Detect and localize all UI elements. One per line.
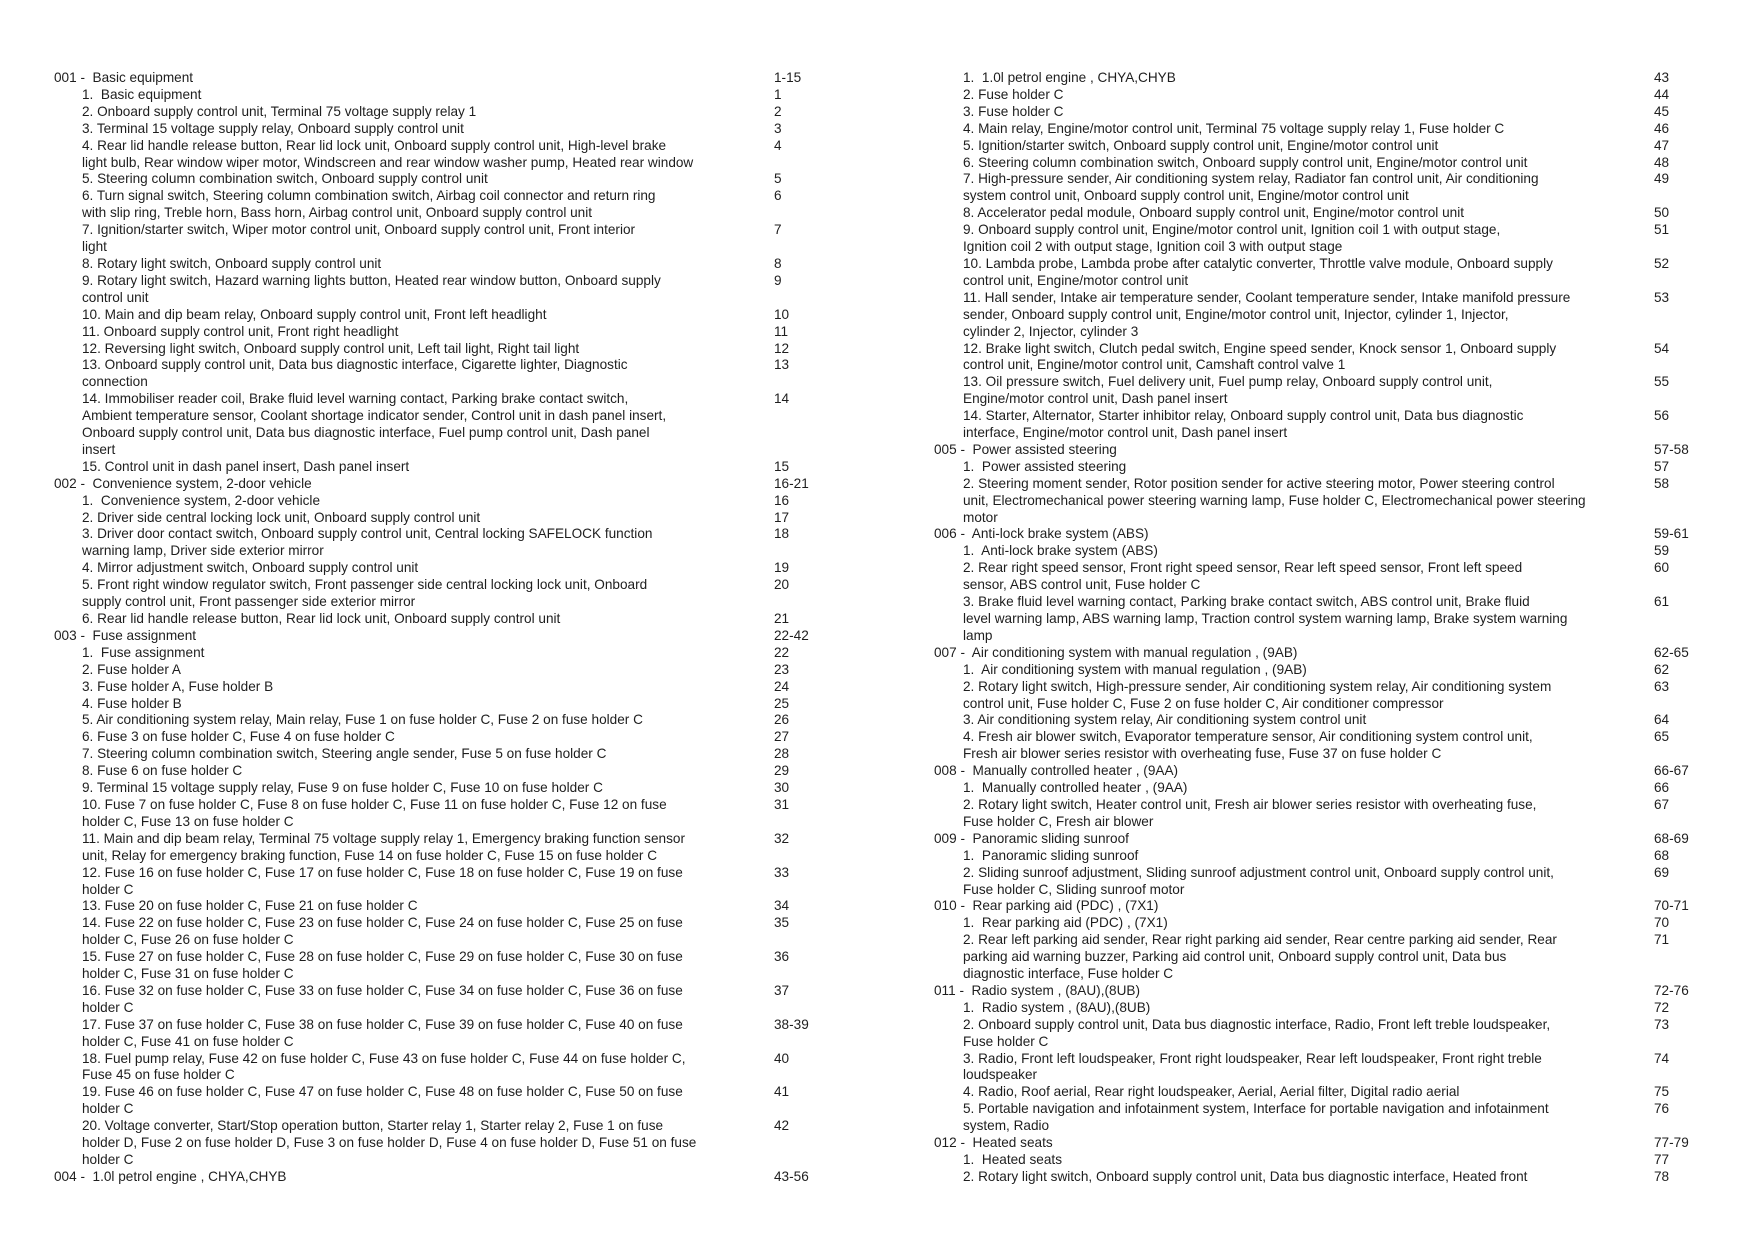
toc-entry[interactable]	[880, 374, 1754, 408]
toc-entry[interactable]	[880, 70, 1754, 87]
page-number: 71	[1654, 932, 1670, 948]
toc-entry[interactable]	[880, 729, 1754, 763]
page-number: 51	[1654, 222, 1670, 238]
entry-title: 1. Fuse assignment	[82, 644, 205, 660]
page-number: 62-65	[1654, 644, 1689, 660]
toc-entry[interactable]	[0, 256, 860, 273]
page-number: 12	[774, 340, 790, 356]
entry-title: 4. Mirror adjustment switch, Onboard supply control unit	[82, 560, 419, 576]
entry-title: 2. Onboard supply control unit, Data bus diagnostic interface, Radio, Front left treble loudspeaker, Fuse holder C	[963, 1016, 1551, 1049]
toc-entry[interactable]	[0, 121, 860, 138]
page-number: 59	[1654, 543, 1670, 559]
entry-title: 1. Panoramic sliding sunroof	[963, 847, 1139, 863]
entry-title: 7. Steering column combination switch, Steering angle sender, Fuse 5 on fuse holder C	[82, 746, 607, 762]
toc-entry[interactable]	[880, 138, 1754, 155]
toc-entry[interactable]	[880, 712, 1754, 729]
page-number: 53	[1654, 289, 1670, 305]
toc-entry[interactable]	[0, 87, 860, 104]
page-number: 48	[1654, 154, 1670, 170]
toc-entry[interactable]	[880, 1169, 1754, 1184]
entry-title: 3. Driver door contact switch, Onboard supply control unit, Central locking SAFELOCK function warning lamp, Driver side exterior mirror	[82, 526, 653, 559]
entry-title: 2. Steering moment sender, Rotor position sender for active steering motor, Power steering control unit, Electromechanical power steering warning lamp, Fuse holder C, Electromechanical power steering motor	[963, 475, 1586, 525]
toc-entry[interactable]	[880, 1152, 1754, 1169]
toc-entry[interactable]	[0, 679, 860, 696]
page-number: 31	[774, 796, 790, 812]
page-number: 1	[774, 86, 782, 102]
page-number: 33	[774, 864, 790, 880]
toc-entry[interactable]	[0, 831, 860, 865]
toc-entry[interactable]	[0, 459, 860, 476]
entry-title: 15. Control unit in dash panel insert, Dash panel insert	[82, 458, 410, 474]
entry-title: 14. Immobiliser reader coil, Brake fluid level warning contact, Parking brake contact switch, Ambient temperature sensor, Coolant shortage indicator sender, Control unit in dash panel insert, Onboard supply control unit, Data bus diagnostic interface, Fuel pump control unit, Dash panel insert	[82, 391, 667, 457]
entry-title: 4. Main relay, Engine/motor control unit, Terminal 75 voltage supply relay 1, Fuse holder C	[963, 120, 1505, 136]
entry-title: 4. Fresh air blower switch, Evaporator temperature sensor, Air conditioning system control unit, Fresh air blower series resistor with overheating fuse, Fuse 37 on fuse holder C	[963, 729, 1533, 762]
entry-title: 14. Fuse 22 on fuse holder C, Fuse 23 on fuse holder C, Fuse 24 on fuse holder C, Fuse 25 on fuse holder C, Fuse 26 on fuse holder C	[82, 915, 683, 948]
entry-title: 19. Fuse 46 on fuse holder C, Fuse 47 on fuse holder C, Fuse 48 on fuse holder C, Fuse 50 on fuse holder C	[82, 1084, 683, 1117]
entry-title: 12. Brake light switch, Clutch pedal switch, Engine speed sender, Knock sensor 1, Onboard supply control unit, Engine/motor control unit, Camshaft control valve 1	[963, 340, 1557, 373]
toc-entry[interactable]	[880, 543, 1754, 560]
entry-title: 1. Anti-lock brake system (ABS)	[963, 543, 1158, 559]
entry-title: 3. Fuse holder A, Fuse holder B	[82, 678, 274, 694]
toc-entry[interactable]	[880, 121, 1754, 138]
section-title: 005 - Power assisted steering	[934, 441, 1117, 457]
toc-entry[interactable]	[880, 222, 1754, 256]
page-number: 15	[774, 458, 790, 474]
page-number: 69	[1654, 864, 1670, 880]
entry-title: 8. Fuse 6 on fuse holder C	[82, 763, 243, 779]
page-number: 50	[1654, 205, 1670, 221]
page-number: 74	[1654, 1050, 1670, 1066]
page-number: 24	[774, 678, 790, 694]
page-number: 43	[1654, 70, 1670, 85]
page-number: 2	[774, 103, 782, 119]
entry-title: 2. Rear left parking aid sender, Rear right parking aid sender, Rear centre parking aid sender, Rear parking aid warning buzzer, Parking aid control unit, Onboard supply control unit, Data bus diagnostic interface, Fuse holder C	[963, 932, 1557, 982]
entry-title: 5. Ignition/starter switch, Onboard supply control unit, Engine/motor control unit	[963, 137, 1439, 153]
toc-entry[interactable]	[880, 408, 1754, 442]
page-number: 13	[774, 357, 790, 373]
toc-entry[interactable]	[880, 341, 1754, 375]
page-number: 26	[774, 712, 790, 728]
section-title: 010 - Rear parking aid (PDC) , (7X1)	[934, 898, 1159, 914]
section-title: 011 - Radio system , (8AU),(8UB)	[934, 982, 1140, 998]
toc-section[interactable]	[880, 983, 1754, 1000]
page-number: 60	[1654, 560, 1670, 576]
page-number: 7	[774, 222, 782, 238]
entry-title: 1. Power assisted steering	[963, 458, 1127, 474]
entry-title: 2. Rotary light switch, High-pressure sender, Air conditioning system relay, Air conditioning system control unit, Fuse holder C, Fuse 2 on fuse holder C, Air conditioner compressor	[963, 678, 1552, 711]
page-number: 27	[774, 729, 790, 745]
page-number: 61	[1654, 594, 1670, 610]
entry-title: 11. Hall sender, Intake air temperature sender, Coolant temperature sender, Intake manifold pressure sender, Onboard supply control unit, Engine/motor control unit, Injector, cylinder 1, Injector, cylinder 2, Injector, cylinder 3	[963, 289, 1571, 339]
section-title: 004 - 1.0l petrol engine , CHYA,CHYB	[54, 1168, 287, 1184]
toc-entry[interactable]	[0, 1118, 860, 1169]
page-number: 68-69	[1654, 830, 1689, 846]
toc-section[interactable]	[880, 831, 1754, 848]
toc-entry[interactable]	[880, 797, 1754, 831]
page-number: 63	[1654, 678, 1670, 694]
entry-title: 5. Front right window regulator switch, Front passenger side central locking lock unit, Onboard supply control unit, Front passenger side exterior mirror	[82, 577, 648, 610]
toc-entry[interactable]	[880, 290, 1754, 341]
entry-title: 2. Fuse holder C	[963, 86, 1064, 102]
toc-entry[interactable]	[880, 205, 1754, 222]
section-title: 009 - Panoramic sliding sunroof	[934, 830, 1129, 846]
page-number: 22-42	[774, 627, 809, 643]
toc-section[interactable]	[0, 1169, 860, 1184]
toc-section[interactable]	[0, 628, 860, 645]
toc-entry[interactable]	[0, 171, 860, 188]
page-number: 17	[774, 509, 790, 525]
entry-title: 3. Brake fluid level warning contact, Parking brake contact switch, ABS control unit, Brake fluid level warning lamp, ABS warning lamp, Traction control system warning lamp, Brake system warning lamp	[963, 594, 1568, 643]
entry-title: 5. Portable navigation and infotainment system, Interface for portable navigation and infotainment system, Radio	[963, 1101, 1549, 1134]
page-number: 66	[1654, 780, 1670, 796]
entry-title: 1. 1.0l petrol engine , CHYA,CHYB	[963, 70, 1176, 85]
toc-entry[interactable]	[0, 560, 860, 577]
toc-entry[interactable]	[0, 696, 860, 713]
toc-entry[interactable]	[880, 915, 1754, 932]
page-number: 44	[1654, 86, 1670, 102]
page-number: 52	[1654, 255, 1670, 271]
toc-entry[interactable]	[880, 848, 1754, 865]
page-number: 41	[774, 1084, 790, 1100]
toc-section[interactable]	[880, 442, 1754, 459]
entry-title: 18. Fuel pump relay, Fuse 42 on fuse holder C, Fuse 43 on fuse holder C, Fuse 44 on fuse holder C, Fuse 45 on fuse holder C	[82, 1050, 686, 1083]
entry-title: 2. Rotary light switch, Heater control unit, Fresh air blower series resistor with overheating fuse, Fuse holder C, Fresh air blower	[963, 796, 1537, 829]
toc-entry[interactable]	[0, 510, 860, 527]
page-number: 72	[1654, 999, 1670, 1015]
toc-entry[interactable]	[0, 983, 860, 1017]
page-number: 65	[1654, 729, 1670, 745]
section-title: 002 - Convenience system, 2-door vehicle	[54, 475, 312, 491]
entry-title: 9. Onboard supply control unit, Engine/motor control unit, Ignition coil 1 with output stage, Ignition coil 2 with output stage, Ignition coil 3 with output stage	[963, 222, 1501, 255]
page-number: 8	[774, 255, 782, 271]
toc-section[interactable]	[880, 1135, 1754, 1152]
page-number: 30	[774, 780, 790, 796]
toc-entry[interactable]	[880, 780, 1754, 797]
toc-column-left	[0, 70, 860, 1184]
toc-entry[interactable]	[880, 87, 1754, 104]
toc-entry[interactable]	[0, 1051, 860, 1085]
toc-entry[interactable]	[0, 391, 860, 459]
page-number: 9	[774, 272, 782, 288]
page-number: 64	[1654, 712, 1670, 728]
toc-entry[interactable]	[0, 357, 860, 391]
toc-section[interactable]	[0, 476, 860, 493]
toc-entry[interactable]	[880, 1084, 1754, 1101]
section-title: 008 - Manually controlled heater , (9AA)	[934, 763, 1179, 779]
entry-title: 15. Fuse 27 on fuse holder C, Fuse 28 on fuse holder C, Fuse 29 on fuse holder C, Fuse 30 on fuse holder C, Fuse 31 on fuse holder C	[82, 949, 683, 982]
toc-entry[interactable]	[0, 1084, 860, 1118]
entry-title: 13. Fuse 20 on fuse holder C, Fuse 21 on fuse holder C	[82, 898, 418, 914]
entry-title: 7. High-pressure sender, Air conditioning system relay, Radiator fan control unit, Air conditioning system control unit, Onboard supply control unit, Engine/motor control unit	[963, 171, 1539, 204]
page-number: 76	[1654, 1101, 1670, 1117]
page-number: 25	[774, 695, 790, 711]
page-number: 46	[1654, 120, 1670, 136]
toc-entry[interactable]	[0, 949, 860, 983]
toc-entry[interactable]	[880, 865, 1754, 899]
toc-entry[interactable]	[880, 679, 1754, 713]
page-number: 58	[1654, 475, 1670, 491]
page-number: 4	[774, 137, 782, 153]
toc-entry[interactable]	[0, 307, 860, 324]
entry-title: 11. Onboard supply control unit, Front right headlight	[82, 323, 399, 339]
page-number: 18	[774, 526, 790, 542]
page-number: 20	[774, 577, 790, 593]
toc-entry[interactable]	[0, 780, 860, 797]
toc-entry[interactable]	[0, 712, 860, 729]
entry-title: 2. Fuse holder A	[82, 661, 181, 677]
page-number: 55	[1654, 374, 1670, 390]
section-title: 006 - Anti-lock brake system (ABS)	[934, 526, 1149, 542]
page-number: 11	[774, 323, 789, 339]
toc-entry[interactable]	[0, 104, 860, 121]
page-number: 68	[1654, 847, 1670, 863]
toc-entry[interactable]	[0, 763, 860, 780]
toc-entry[interactable]	[880, 560, 1754, 594]
entry-title: 2. Onboard supply control unit, Terminal 75 voltage supply relay 1	[82, 103, 477, 119]
entry-title: 6. Steering column combination switch, Onboard supply control unit, Engine/motor control unit	[963, 154, 1528, 170]
toc-entry[interactable]	[880, 1000, 1754, 1017]
toc-entry[interactable]	[880, 1101, 1754, 1135]
page-number: 78	[1654, 1168, 1670, 1184]
toc-section[interactable]	[880, 763, 1754, 780]
entry-title: 1. Heated seats	[963, 1152, 1062, 1167]
toc-entry[interactable]	[0, 915, 860, 949]
entry-title: 3. Radio, Front left loudspeaker, Front right loudspeaker, Rear left loudspeaker, Front right treble loudspeaker	[963, 1050, 1542, 1083]
page-number: 57	[1654, 458, 1670, 474]
page-number: 45	[1654, 103, 1670, 119]
toc-entry[interactable]	[0, 645, 860, 662]
page-number: 5	[774, 171, 782, 187]
toc-entry[interactable]	[880, 155, 1754, 172]
toc-section[interactable]	[0, 70, 860, 87]
toc-entry[interactable]	[0, 138, 860, 172]
toc-entry[interactable]	[880, 104, 1754, 121]
toc-entry[interactable]	[880, 594, 1754, 645]
entry-title: 6. Rear lid handle release button, Rear lid lock unit, Onboard supply control unit	[82, 611, 561, 626]
toc-entry[interactable]	[880, 459, 1754, 476]
page-number: 37	[774, 982, 790, 998]
page-number: 29	[774, 763, 790, 779]
page-number: 38-39	[774, 1016, 809, 1032]
entry-title: 1. Air conditioning system with manual regulation , (9AB)	[963, 661, 1307, 677]
entry-title: 17. Fuse 37 on fuse holder C, Fuse 38 on fuse holder C, Fuse 39 on fuse holder C, Fuse 40 on fuse holder C, Fuse 41 on fuse holder C	[82, 1016, 683, 1049]
toc-entry[interactable]	[0, 797, 860, 831]
entry-title: 3. Terminal 15 voltage supply relay, Onboard supply control unit	[82, 120, 464, 136]
toc-entry[interactable]	[0, 577, 860, 611]
page-number: 16	[774, 492, 790, 508]
page-number: 32	[774, 830, 790, 846]
page-number: 75	[1654, 1084, 1670, 1100]
entry-title: 11. Main and dip beam relay, Terminal 75 voltage supply relay 1, Emergency braking function sensor unit, Relay for emergency braking function, Fuse 14 on fuse holder C, Fuse 15 on fuse holder C	[82, 830, 685, 863]
toc-entry[interactable]	[0, 341, 860, 358]
page-number: 19	[774, 560, 790, 576]
toc-entry[interactable]	[0, 662, 860, 679]
entry-title: 4. Rear lid handle release button, Rear lid lock unit, Onboard supply control unit, High-level brake light bulb, Rear window wiper motor, Windscreen and rear window washer pump, Heated rear window	[82, 137, 694, 170]
toc-entry[interactable]	[880, 476, 1754, 527]
toc-entry[interactable]	[0, 611, 860, 628]
toc-entry[interactable]	[880, 932, 1754, 983]
entry-title: 8. Rotary light switch, Onboard supply control unit	[82, 255, 382, 271]
page-number: 67	[1654, 796, 1670, 812]
entry-title: 6. Turn signal switch, Steering column combination switch, Airbag coil connector and return ring with slip ring, Treble horn, Bass horn, Airbag control unit, Onboard supply control unit	[82, 188, 656, 221]
page-number: 57-58	[1654, 441, 1689, 457]
section-title: 012 - Heated seats	[934, 1135, 1053, 1151]
entry-title: 5. Air conditioning system relay, Main relay, Fuse 1 on fuse holder C, Fuse 2 on fuse holder C	[82, 712, 643, 728]
page-number: 56	[1654, 408, 1670, 424]
entry-title: 14. Starter, Alternator, Starter inhibitor relay, Onboard supply control unit, Data bus diagnostic interface, Engine/motor control unit, Dash panel insert	[963, 408, 1524, 441]
page-number: 59-61	[1654, 526, 1689, 542]
entry-title: 3. Fuse holder C	[963, 103, 1064, 119]
page-number: 6	[774, 188, 782, 204]
entry-title: 4. Fuse holder B	[82, 695, 182, 711]
entry-title: 2. Rotary light switch, Onboard supply control unit, Data bus diagnostic interface, Heated front	[963, 1168, 1528, 1184]
page-number: 35	[774, 915, 790, 931]
page-number: 14	[774, 391, 790, 407]
page-number: 77	[1654, 1152, 1670, 1167]
toc-entry[interactable]	[880, 171, 1754, 205]
entry-title: 1. Rear parking aid (PDC) , (7X1)	[963, 915, 1168, 931]
page-number: 28	[774, 746, 790, 762]
toc-entry[interactable]	[880, 662, 1754, 679]
entry-title: 4. Radio, Roof aerial, Rear right loudspeaker, Aerial, Aerial filter, Digital radio aerial	[963, 1084, 1460, 1100]
entry-title: 6. Fuse 3 on fuse holder C, Fuse 4 on fuse holder C	[82, 729, 395, 745]
page-number: 3	[774, 120, 782, 136]
entry-title: 10. Main and dip beam relay, Onboard supply control unit, Front left headlight	[82, 306, 547, 322]
page-number: 77-79	[1654, 1135, 1689, 1151]
page-number: 70	[1654, 915, 1670, 931]
page-number: 54	[1654, 340, 1670, 356]
toc-entry[interactable]	[0, 746, 860, 763]
page-number: 42	[774, 1118, 790, 1134]
section-title: 001 - Basic equipment	[54, 70, 194, 85]
page-number: 23	[774, 661, 790, 677]
entry-title: 10. Fuse 7 on fuse holder C, Fuse 8 on fuse holder C, Fuse 11 on fuse holder C, Fuse 12 on fuse holder C, Fuse 13 on fuse holder C	[82, 796, 667, 829]
page-number: 16-21	[774, 475, 809, 491]
entry-title: 20. Voltage converter, Start/Stop operation button, Starter relay 1, Starter relay 2, Fuse 1 on fuse holder D, Fuse 2 on fuse holder D, Fuse 3 on fuse holder D, Fuse 4 on fuse holder D, Fuse 51 on fuse holder C	[82, 1118, 697, 1167]
toc-entry[interactable]	[0, 273, 860, 307]
entry-title: 7. Ignition/starter switch, Wiper motor control unit, Onboard supply control unit, Front interior light	[82, 222, 636, 255]
entry-title: 10. Lambda probe, Lambda probe after catalytic converter, Throttle valve module, Onboard supply control unit, Engine/motor control unit	[963, 255, 1553, 288]
entry-title: 13. Onboard supply control unit, Data bus diagnostic interface, Cigarette lighter, Diagnostic connection	[82, 357, 628, 390]
entry-title: 12. Reversing light switch, Onboard supply control unit, Left tail light, Right tail light	[82, 340, 580, 356]
toc-entry[interactable]	[0, 188, 860, 222]
page-number: 72-76	[1654, 982, 1689, 998]
page-number: 70-71	[1654, 898, 1689, 914]
toc-entry[interactable]	[880, 1051, 1754, 1085]
toc-entry[interactable]	[880, 1017, 1754, 1051]
entry-title: 2. Sliding sunroof adjustment, Sliding sunroof adjustment control unit, Onboard supply control unit, Fuse holder C, Sliding sunroof motor	[963, 864, 1554, 897]
toc-entry[interactable]	[0, 1017, 860, 1051]
page-number: 22	[774, 644, 790, 660]
page-number: 47	[1654, 137, 1670, 153]
toc-entry[interactable]	[0, 729, 860, 746]
toc-entry[interactable]	[880, 256, 1754, 290]
page-number: 21	[774, 611, 790, 626]
entry-title: 12. Fuse 16 on fuse holder C, Fuse 17 on fuse holder C, Fuse 18 on fuse holder C, Fuse 19 on fuse holder C	[82, 864, 683, 897]
toc-section[interactable]	[880, 526, 1754, 543]
entry-title: 2. Rear right speed sensor, Front right speed sensor, Rear left speed sensor, Front left speed sensor, ABS control unit, Fuse holder C	[963, 560, 1523, 593]
entry-title: 9. Rotary light switch, Hazard warning lights button, Heated rear window button, Onboard supply control unit	[82, 272, 661, 305]
entry-title: 13. Oil pressure switch, Fuel delivery unit, Fuel pump relay, Onboard supply control unit, Engine/motor control unit, Dash panel insert	[963, 374, 1493, 407]
entry-title: 8. Accelerator pedal module, Onboard supply control unit, Engine/motor control unit	[963, 205, 1464, 221]
toc-entry[interactable]	[0, 222, 860, 256]
page-number: 73	[1654, 1016, 1670, 1032]
page-number: 62	[1654, 661, 1670, 677]
page-number: 49	[1654, 171, 1670, 187]
toc-entry[interactable]	[0, 324, 860, 341]
entry-title: 5. Steering column combination switch, Onboard supply control unit	[82, 171, 488, 187]
toc-entry[interactable]	[0, 898, 860, 915]
toc-section[interactable]	[880, 898, 1754, 915]
page-number: 40	[774, 1050, 790, 1066]
entry-title: 2. Driver side central locking lock unit, Onboard supply control unit	[82, 509, 481, 525]
entry-title: 3. Air conditioning system relay, Air conditioning system control unit	[963, 712, 1367, 728]
section-title: 003 - Fuse assignment	[54, 627, 197, 643]
entry-title: 9. Terminal 15 voltage supply relay, Fuse 9 on fuse holder C, Fuse 10 on fuse holder C	[82, 780, 603, 796]
page-number: 1-15	[774, 70, 802, 85]
page-number: 66-67	[1654, 763, 1689, 779]
page-number: 43-56	[774, 1168, 809, 1184]
toc-section[interactable]	[880, 645, 1754, 662]
page-number: 10	[774, 306, 790, 322]
entry-title: 1. Basic equipment	[82, 86, 202, 102]
entry-title: 1. Convenience system, 2-door vehicle	[82, 492, 321, 508]
entry-title: 16. Fuse 32 on fuse holder C, Fuse 33 on fuse holder C, Fuse 34 on fuse holder C, Fuse 36 on fuse holder C	[82, 982, 683, 1015]
toc-column-right	[880, 70, 1754, 1184]
page-number: 36	[774, 949, 790, 965]
toc-entry[interactable]	[0, 865, 860, 899]
section-title: 007 - Air conditioning system with manual regulation , (9AB)	[934, 644, 1298, 660]
toc-entry[interactable]	[0, 526, 860, 560]
entry-title: 1. Radio system , (8AU),(8UB)	[963, 999, 1151, 1015]
page-number: 34	[774, 898, 790, 914]
toc-entry[interactable]	[0, 493, 860, 510]
entry-title: 1. Manually controlled heater , (9AA)	[963, 780, 1188, 796]
